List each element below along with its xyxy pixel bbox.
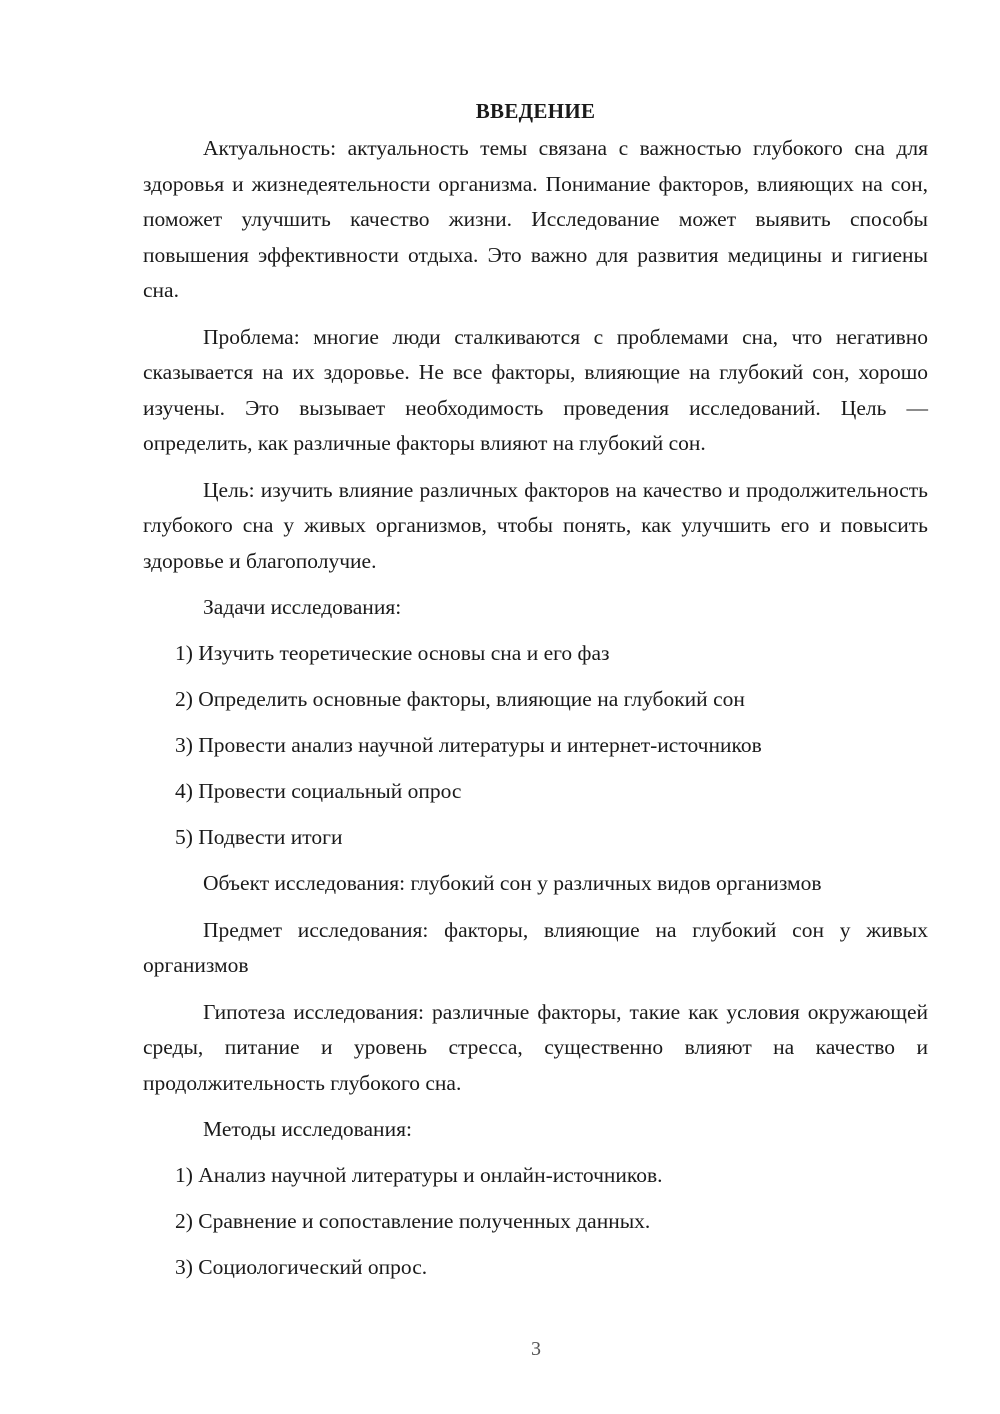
tasks-heading: Задачи исследования: — [203, 595, 402, 619]
object-paragraph: Объект исследования: глубокий сон у различных видов организмов — [203, 871, 822, 895]
methods-heading: Методы исследования: — [203, 1117, 412, 1141]
list-item: 3) Социологический опрос. — [175, 1255, 428, 1279]
methods-list — [143, 1158, 928, 1286]
list-item: 4) Провести социальный опрос — [175, 779, 462, 803]
page-number: 3 — [531, 1338, 541, 1360]
list-item: 2) Сравнение и сопоставление полученных данных. — [175, 1209, 651, 1233]
goal-paragraph: Цель: изучить влияние различных факторов на качество и продолжительность глубокого сна у живых организмов, чтобы понять, как улучшить его и повысить здоровье и благополучие. — [143, 477, 928, 573]
tasks-list — [143, 636, 928, 856]
list-item: 3) Провести анализ научной литературы и интернет-источников — [175, 733, 762, 757]
section-title: ВВЕДЕНИЕ — [475, 99, 596, 123]
subject-paragraph: Предмет исследования: факторы, влияющие на глубокий сон у живых организмов — [143, 917, 928, 977]
hypothesis-paragraph: Гипотеза исследования: различные факторы, такие как условия окружающей среды, питание и уровень стресса, существенно влияют на качество и продолжительность глубокого сна. — [143, 999, 928, 1095]
list-item: 2) Определить основные факторы, влияющие на глубокий сон — [175, 687, 745, 711]
list-item: 1) Изучить теоретические основы сна и его фаз — [175, 641, 610, 665]
relevance-paragraph: Актуальность: актуальность темы связана с важностью глубокого сна для здоровья и жизнедеятельности организма. Понимание факторов, влияющих на сон, поможет улучшить качество жизни. Исследование может выявить способы повышения эффективности отдыха. Это важно для развития медицины и гигиены сна. — [143, 136, 928, 302]
list-item: 1) Анализ научной литературы и онлайн-источников. — [175, 1163, 663, 1187]
page-content — [143, 97, 928, 1296]
problem-paragraph: Проблема: многие люди сталкиваются с проблемами сна, что негативно сказывается на их здоровье. Не все факторы, влияющие на глубокий сон, хорошо изучены. Это вызывает необходимость проведения исследований. Цель — определить, как различные факторы влияют на глубокий сон. — [143, 324, 928, 455]
list-item: 5) Подвести итоги — [175, 825, 343, 849]
